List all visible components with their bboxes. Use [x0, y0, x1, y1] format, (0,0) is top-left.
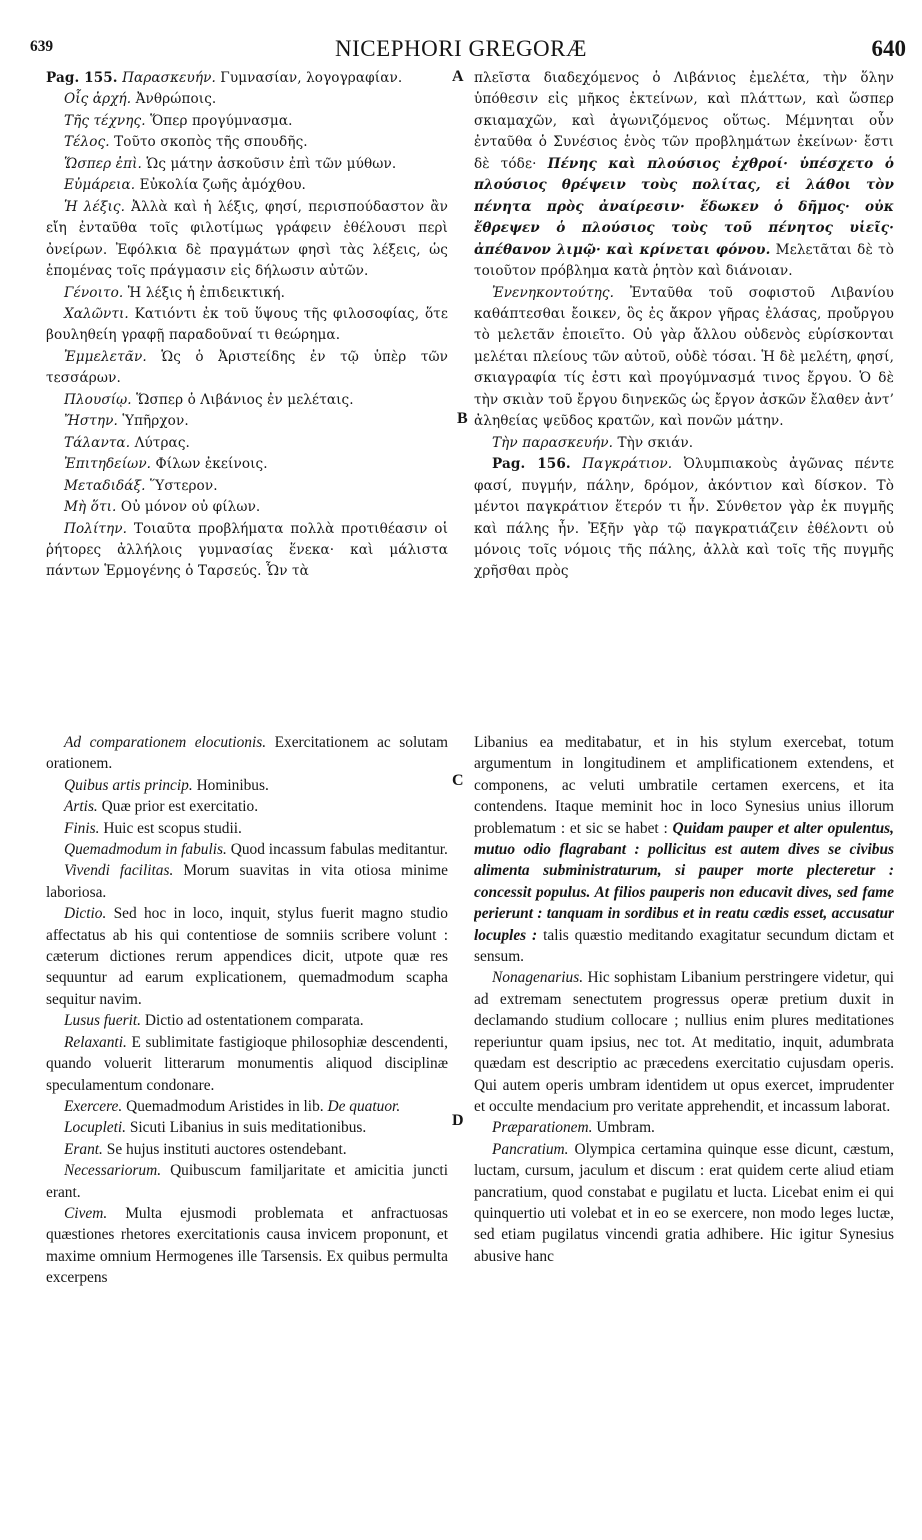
- margin-marker-c: C: [452, 772, 464, 789]
- running-title: NICEPHORI GREGORÆ: [335, 36, 587, 61]
- greek-column-left: [46, 68, 448, 728]
- greek-column-right: [474, 68, 894, 728]
- scholion: πλεῖστα διαδεχόμενος ὁ Λιβάνιος ἐμελέτα, τὴν ὅλην ὑπόθεσιν εἰς μῆκος ἐκτείνων, καὶ πλάττων, καὶ ὥσπερ σκιαμαχῶν, καὶ ἀγωνιζόμενος οὕτως. Μέμνηται οὖν ἐνταῦθα ὁ Συνέσιος ἑνὸς τῶν προβλημάτων ἐκείνων· ἔστι δὲ τόδε· Πένης καὶ πλούσιος ἐχθροί· ὑπέσχετο ὁ πλούσιος θρέψειν τοὺς πολίτας, εἰ λάθοι τὸν πένητα πρὸς ἀναίρεσιν· ἔδωκεν ὁ δῆμος· οὐκ ἔθρεψεν ὁ πλούσιος τοὺς τοῦ πένητος υἱεῖς· ἀπέθανον λιμῷ· καὶ κρίνεται φόνου. Μελετᾶται δὲ τὸ τοιοῦτον πρόβλημα κατὰ ῥητὸν καὶ διάνοιαν.: [474, 70, 894, 280]
- scholion: Γένοιτο. Ἡ λέξις ἡ ἐπιδεικτική.: [64, 284, 286, 301]
- scholion: Οἷς ἀρχή. Ἀνθρώποις.: [64, 91, 217, 108]
- scholion: Necessariorum. Quibuscum familjaritate et amicitia juncti erant.: [46, 1162, 448, 1201]
- scholion: Τῆς τέχνης. Ὅπερ προγύμνασμα.: [64, 112, 293, 129]
- scholion: Quibus artis princip. Hominibus.: [64, 776, 269, 794]
- scholion: Τάλαντα. Λύτρας.: [64, 434, 190, 451]
- margin-marker-b: B: [457, 410, 468, 427]
- scholion: Exercere. Quemadmodum Aristides in lib. De quatuor.: [64, 1097, 401, 1115]
- latin-column-left: [46, 732, 448, 1532]
- scholion: Μεταδιδάξ. Ὕστερον.: [64, 477, 218, 494]
- scholion: Præparationem. Umbram.: [492, 1119, 655, 1137]
- scholion: Ἤστην. Ὑπῆρχον.: [64, 413, 189, 430]
- scholion: Πολίτην. Τοιαῦτα προβλήματα πολλὰ προτιθέασιν οἱ ῥήτορες ἀλλήλοις γυμνασίας ἕνεκα· καὶ μάλιστα πάντων Ἑρμογένης ὁ Ταρσεύς. Ὧν τὰ: [46, 520, 448, 580]
- scholion: Πλουσίῳ. Ὥσπερ ὁ Λιβάνιος ἐν μελέταις.: [64, 391, 354, 408]
- scholion: Μὴ ὅτι. Οὐ μόνον οὐ φίλων.: [64, 499, 261, 516]
- page-header: [0, 36, 922, 66]
- margin-marker-a: A: [452, 68, 464, 85]
- scholion: Relaxanti. E sublimitate fastigioque philosophiæ descendenti, quando voluerit litterarum monumentis aliquod disciplinæ speculamentum condonare.: [46, 1033, 448, 1094]
- scholion: Erant. Se hujus instituti auctores ostendebant.: [64, 1140, 347, 1158]
- scholion: Artis. Quæ prior est exercitatio.: [64, 798, 259, 816]
- scholion: Τέλος. Τοῦτο σκοπὸς τῆς σπουδῆς.: [64, 134, 308, 151]
- scholion: Quemadmodum in fabulis. Quod incassum fabulas meditantur.: [64, 841, 448, 859]
- scholion: Χαλῶντι. Κατιόντι ἐκ τοῦ ὕψους τῆς φιλοσοφίας, ὅτε βουληθείη γραφῇ παραδοῦναί τι θεώρημα.: [46, 305, 448, 344]
- scholion: Lusus fuerit. Dictio ad ostentationem comparata.: [64, 1012, 364, 1030]
- scholion: Vivendi facilitas. Morum suavitas in vita otiosa minime laboriosa.: [46, 862, 448, 901]
- scholion: Pancratium. Olympica certamina quinque esse dicunt, cæstum, luctam, cursum, jaculum et discum : erat quidem certe aliud etiam pancratium, quod constabat e pugilatu et lucta. Licebat enim ei qui quinquertio uti volebat et in eo se exercere, non modo leges luctæ, sed etiam pugilatus vincendi gratia adhibere. Hic igitur Synesius abusive hanc: [474, 1140, 894, 1265]
- scholion: Locupleti. Sicuti Libanius in suis meditationibus.: [64, 1119, 367, 1137]
- scholion: Εὐμάρεια. Εὐκολία ζωῆς ἀμόχθου.: [64, 177, 306, 194]
- scholion: Libanius ea meditabatur, et in his stylum exercebat, totum argumentum in longitudinem et amplificationem extendens, et componens, ac veluti umbratile certamen exercens, et ita contendens. Itaque meminit hoc in loco Synesius unius illorum problematum : et sic se habet : Quidam pauper et alter opulentus, mutuo odio flagrabant : pollicitus est autem dives se civibus alimenta subministraturum, si pauper morte plecteretur : concessit populus. At filios pauperis non educavit dives, sed fame perierunt : tanquam in sordibus et in reatu cædis esset, accusatur locuples : talis quæstio meditando exagitatur secundum dictam et sensum.: [474, 734, 894, 966]
- scholion: Nonagenarius. Hic sophistam Libanium perstringere videtur, qui ad extremam senectutem progressus operæ pretium duxit in declamando studium collocare ; nullius enim plures meditationes reperiuntur quam ipsius, nec tot. At meditatio, inquit, adumbrata quædam est descriptio ac præcedens exercitatio cujusdam operis. Qui autem operis umbram identidem ut opus exercet, imprudenter et occulte mendacium pro veritate apprehendit, et incassum laborat.: [474, 969, 894, 1115]
- scholion: Ἐμμελετᾶν. Ὡς ὁ Ἀριστείδης ἐν τῷ ὑπὲρ τῶν τεσσάρων.: [46, 348, 448, 387]
- scholion: Dictio. Sed hoc in loco, inquit, stylus fuerit magno studio affectatus ab his qui contentiose de somniis scribere volunt : cæterum dictiones rerum appendices dicit, utpote quæ res sequuntur ad earum explicationem, quemadmodum scapha sequitur navim.: [46, 905, 448, 1008]
- scholion: Ἐπιτηδείων. Φίλων ἐκείνοις.: [64, 456, 268, 473]
- scholion: Pag. 155. Παρασκευήν. Γυμνασίαν, λογογραφίαν.: [46, 70, 403, 86]
- scholion: Ἡ λέξις. Ἀλλὰ καὶ ἡ λέξις, φησί, περισπούδαστον ἂν εἴη ἐνταῦθα τοῖς φιλοτίμως γράφειν ἐθέλουσι περὶ ὀνείρων. Ἐφόλκια δὲ πραγμάτων φησὶ τὰς λέξεις, ὡς ἑπομένας τοῖς πράγμασιν εἰς δήλωσιν αὐτῶν.: [46, 198, 448, 280]
- latin-column-right: [474, 732, 894, 1532]
- scholion: Civem. Multa ejusmodi problemata et anfractuosas quæstiones rhetores exercitationis causa invicem proponunt, et maxime omnium Hermogenes ille Tarsensis. Ex quibus permulta excerpens: [46, 1204, 448, 1287]
- scholion: Finis. Huic est scopus studii.: [64, 819, 242, 837]
- scholion: Ὥσπερ ἐπὶ. Ὡς μάτην ἀσκοῦσιν ἐπὶ τῶν μύθων.: [64, 155, 397, 172]
- page-number-left: 639: [30, 38, 54, 55]
- page-number-right: 640: [871, 36, 906, 61]
- scholion: Pag. 156. Παγκράτιον. Ὀλυμπιακοὺς ἀγῶνας πέντε φασί, πυγμήν, πάλην, δρόμον, ἀκόντιον καὶ δίσκον. Τὸ μέντοι παγκράτιον ἕτερόν τι ἦν. Σύνθετον γὰρ ἐκ πυγμῆς καὶ πάλης ἦν. Ἐξῆν γὰρ τῷ παγκρατιάζειν ἐθέλοντι οὐ μόνοις τοῖς νόμοις τῆς πάλης, ἀλλὰ καὶ τοῖς τῆς πυγμῆς χρῆσθαι πρὸς: [474, 456, 894, 580]
- scholion: Τὴν παρασκευήν. Τὴν σκιάν.: [492, 434, 694, 451]
- margin-marker-d: D: [452, 1112, 464, 1129]
- scholion: Ἐνενηκοντούτης. Ἐνταῦθα τοῦ σοφιστοῦ Λιβανίου καθάπτεσθαι ἔοικεν, ὃς ἐς ἄκρον γῆρας ἐλάσας, προὔργου τὸ μελετᾶν ἐποιεῖτο. Οὐ γὰρ ἄλλου οὐδενὸς εὑρίσκονται μελέται πλείους τῶν αὐτοῦ, οὐδὲ τόσαι. Ἡ δὲ μελέτη, φησί, σκιαγραφία τίς ἐστι καὶ προγύμνασμά τινος ἔργου. Ὁ δὲ τὴν σκιὰν τοῦ ἔργου διηνεκῶς ὡς ἔργον ἀσκῶν ἔλαθεν ἀντ’ ἀληθείας ψεῦδος κρατῶν, καὶ πονῶν μάτην.: [474, 284, 894, 430]
- scholion: Ad comparationem elocutionis. Exercitationem ac solutam orationem.: [46, 734, 448, 773]
